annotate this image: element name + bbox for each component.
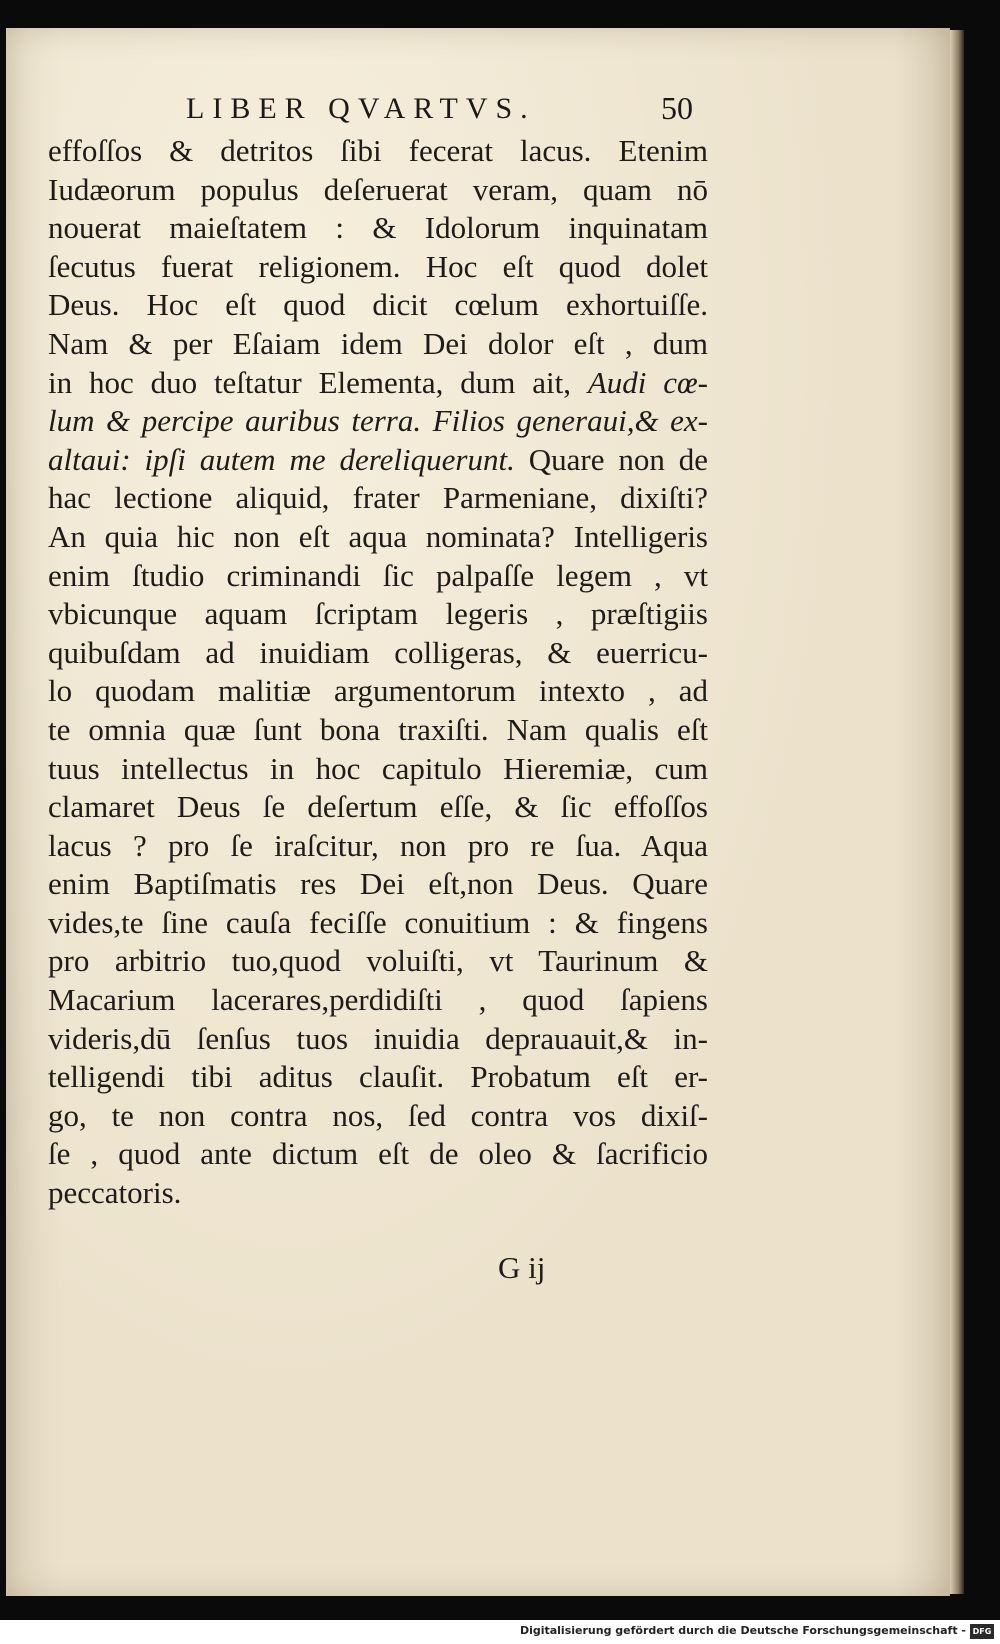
signature-mark: G ij bbox=[498, 1250, 546, 1285]
line-text: ſe , quod ante dictum eſt de oleo & ſacrificio bbox=[48, 1136, 708, 1172]
line-text: enim ſtudio criminandi ſic palpaſſe legem , vt bbox=[48, 557, 708, 593]
line-text: lacus ? pro ſe iraſcitur, non pro re ſua. Aqua bbox=[48, 827, 708, 863]
text-line bbox=[48, 1097, 708, 1136]
text-block bbox=[48, 132, 708, 1213]
italic-quote: Audi cœ- bbox=[587, 364, 708, 400]
line-text: Nam & per Eſaiam idem Dei dolor eſt , dum bbox=[48, 325, 708, 361]
line-text: clamaret Deus ſe deſertum eſſe, & ſic effoſſos bbox=[48, 789, 708, 825]
line-text: Macarium lacerares,perdidiſti , quod ſapiens bbox=[48, 982, 708, 1018]
footer-bar bbox=[0, 1620, 1000, 1644]
text-line bbox=[48, 402, 708, 441]
line-text: ſecutus fuerat religionem. Hoc eſt quod dolet bbox=[48, 248, 708, 284]
line-text: pro arbitrio tuo,quod voluiſti, vt Taurinum & bbox=[48, 943, 708, 979]
text-line bbox=[48, 1058, 708, 1097]
text-line bbox=[48, 557, 708, 596]
text-line bbox=[48, 364, 708, 403]
text-line bbox=[48, 132, 708, 171]
text-line bbox=[48, 904, 708, 943]
folio-number: 50 bbox=[661, 90, 693, 126]
running-title: LIBER QVARTVS. bbox=[186, 92, 536, 125]
line-text: quibuſdam ad inuidiam colligeras, & euerricu- bbox=[48, 634, 708, 670]
text-line bbox=[48, 634, 708, 673]
page-edge bbox=[950, 30, 964, 1594]
line-text: videris,dū ſenſus tuos inuidia deprauauit,& in- bbox=[48, 1020, 708, 1056]
book-page bbox=[6, 28, 950, 1596]
text-line bbox=[48, 325, 708, 364]
text-line bbox=[48, 981, 708, 1020]
text-line bbox=[48, 595, 708, 634]
text-line bbox=[48, 865, 708, 904]
italic-quote: lum & percipe auribus terra. Filios generaui,& ex- bbox=[48, 403, 708, 439]
line-text: tuus intellectus in hoc capitulo Hieremiæ, cum bbox=[48, 750, 708, 786]
footer-credit: Digitalisierung gefördert durch die Deutsche Forschungsgemeinschaft - bbox=[519, 1624, 966, 1637]
italic-quote: altaui: ipſi autem me dereliquerunt. bbox=[48, 441, 515, 477]
text-line bbox=[48, 479, 708, 518]
text-line bbox=[48, 1174, 708, 1213]
line-text: enim Baptiſmatis res Dei eſt,non Deus. Quare bbox=[48, 866, 708, 902]
text-line bbox=[48, 788, 708, 827]
line-text: vbicunque aquam ſcriptam legeris , præſtigiis bbox=[48, 596, 708, 632]
text-line bbox=[48, 248, 708, 287]
line-text: peccatoris. bbox=[48, 1175, 182, 1211]
text-line bbox=[48, 209, 708, 248]
line-text: nouerat maieſtatem : & Idolorum inquinatam bbox=[48, 210, 708, 246]
line-text: in hoc duo teſtatur Elementa, dum ait, bbox=[48, 364, 588, 400]
line-text: An quia hic non eſt aqua nominata? Intelligeris bbox=[48, 518, 708, 554]
line-text: go, te non contra nos, ſed contra vos dixiſ- bbox=[48, 1097, 708, 1133]
text-line bbox=[48, 750, 708, 789]
text-line bbox=[48, 286, 708, 325]
line-text: lo quodam malitiæ argumentorum intexto , ad bbox=[48, 673, 708, 709]
line-text: telligendi tibi aditus clauſit. Probatum eſt er- bbox=[48, 1059, 708, 1095]
line-text: Iudæorum populus deſeruerat veram, quam nō bbox=[48, 171, 708, 207]
line-text: Quare non de bbox=[514, 441, 708, 477]
text-line bbox=[48, 672, 708, 711]
text-line bbox=[48, 1020, 708, 1059]
text-line bbox=[48, 827, 708, 866]
text-line bbox=[48, 942, 708, 981]
text-line bbox=[48, 171, 708, 210]
dfg-logo-icon: DFG bbox=[970, 1624, 994, 1639]
text-line bbox=[48, 1135, 708, 1174]
running-head bbox=[6, 90, 950, 130]
line-text: te omnia quæ ſunt bona traxiſti. Nam qualis eſt bbox=[48, 711, 708, 747]
line-text: effoſſos & detritos ſibi fecerat lacus. Etenim bbox=[48, 133, 708, 168]
text-line bbox=[48, 441, 708, 480]
line-text: vides,te ſine cauſa feciſſe conuitium : & fingens bbox=[48, 904, 708, 940]
text-line bbox=[48, 711, 708, 750]
text-line bbox=[48, 518, 708, 557]
line-text: Deus. Hoc eſt quod dicit cœlum exhortuiſſe. bbox=[48, 287, 708, 323]
line-text: hac lectione aliquid, frater Parmeniane, dixiſti? bbox=[48, 480, 708, 516]
